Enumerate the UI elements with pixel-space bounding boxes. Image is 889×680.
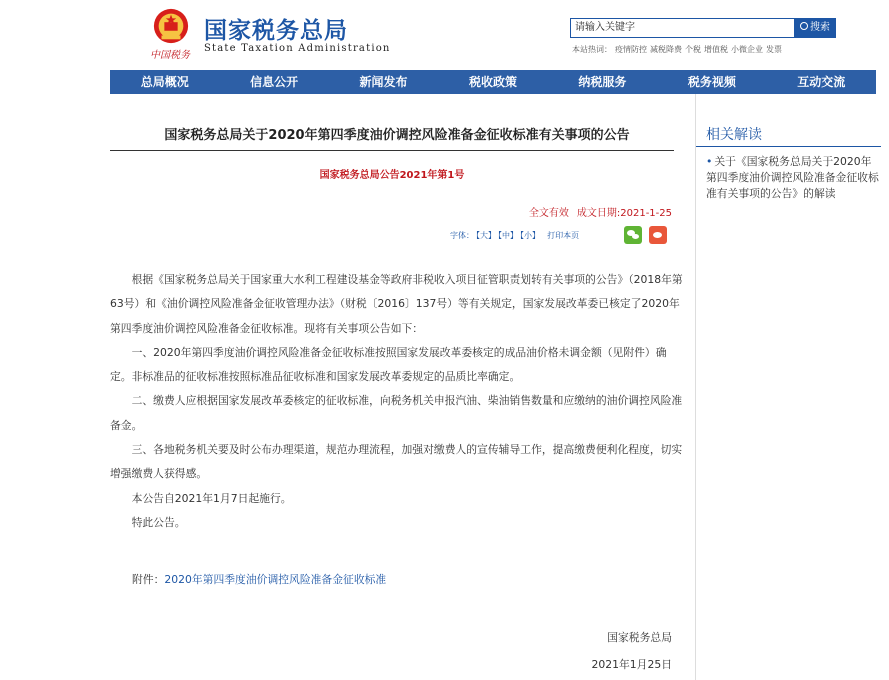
sidebar [695,94,889,680]
hot-word-link[interactable]: 减税降费 [650,45,682,54]
nav-item-tax-service[interactable]: 纳税服务 [578,75,627,89]
site-subtitle: State Taxation Administration [204,43,391,54]
font-small-button[interactable]: 【小】 [520,231,540,240]
bullet-icon: • [706,155,713,168]
hot-word-link[interactable]: 疫情防控 [615,45,647,54]
article-title: 国家税务总局关于2020年第四季度油价调控风险准备金征收标准有关事项的公告 [164,128,630,143]
hot-word-link[interactable]: 个税 [685,45,701,54]
sidebar-title: 相关解读 [706,127,762,143]
sidebar-divider [696,146,881,147]
hot-word-link[interactable]: 发票 [766,45,782,54]
article-paragraph: 根据《国家税务总局关于国家重大水利工程建设基金等政府非税收入项目征管职责划转有关事项的公告》（2018年第63号）和《油价调控风险准备金征收管理办法》（财税〔2016〕137号）等有关规定，国家发展改革委已核定了2020年第四季度油价调控风险准备金征收标准。现将有关事项公告如下： [110,273,683,335]
signature-block [592,624,672,678]
search-icon [800,22,808,30]
issue-date: 成文日期:2021-1-25 [576,208,672,219]
nav-item-interaction[interactable]: 互动交流 [797,75,846,89]
hot-word-link[interactable]: 小微企业 [731,45,763,54]
national-emblem-icon [152,7,190,45]
article-body [110,268,684,535]
article-paragraph: 一、2020年第四季度油价调控风险准备金征收标准按照国家发展改革委核定的成品油价格未调金额（见附件）确定。非标准品的征收标准按照标准品征收标准和国家发展改革委规定的品质比率确定。 [110,345,667,384]
nav-item-video[interactable]: 税务视频 [687,75,736,89]
site-header [0,0,889,70]
font-large-button[interactable]: 【大】 [476,231,496,240]
hot-words-label: 本站热词： [572,45,612,54]
sidebar-item[interactable] [706,154,881,202]
font-medium-button[interactable]: 【中】 [498,231,518,240]
article-paragraph: 特此公告。 [131,515,186,529]
nav-item-info-disclosure[interactable]: 信息公开 [250,75,299,89]
site-title[interactable]: 国家税务总局 [204,18,348,44]
nav-item-news[interactable]: 新闻发布 [359,75,408,89]
nav-item-overview[interactable]: 总局概况 [140,75,189,89]
print-button[interactable]: 打印本页 [547,231,580,240]
search-button-label: 搜索 [810,22,830,33]
attachment [132,572,386,587]
hot-words [572,44,785,55]
article-meta [529,204,672,219]
title-divider [110,150,674,151]
attachment-label: 附件： [132,573,165,586]
weibo-share-icon[interactable] [649,226,667,244]
wechat-share-icon[interactable] [624,226,642,244]
sign-date: 2021年1月25日 [591,658,672,671]
font-size-label: 字体： [450,231,474,240]
nav-item-tax-policy[interactable]: 税收政策 [468,75,517,89]
document-number: 国家税务总局公告2021年第1号 [319,170,465,181]
article-paragraph: 三、各地税务机关要及时公布办理渠道，规范办理流程，加强对缴费人的宣传辅导工作，提高缴费便利化程度，切实增强缴费人获得感。 [110,443,683,481]
search-button[interactable] [794,18,836,38]
article-paragraph: 二、缴费人应根据国家发展改革委核定的征收标准，向税务机关申报汽油、柴油销售数量和应缴纳的油价调控风险准备金。 [110,394,683,432]
hot-word-link[interactable]: 增值税 [704,45,728,54]
main-nav [110,70,876,94]
sidebar-item-label: 关于《国家税务总局关于2020年第四季度油价调控风险准备金征收标准有关事项的公告》的解读 [706,155,879,200]
article-tools [450,230,581,241]
signer: 国家税务总局 [607,631,672,644]
validity-badge: 全文有效 [528,208,569,219]
calligraphy-logo: 中国税务 [150,50,190,61]
article-paragraph: 本公告自2021年1月7日起施行。 [131,491,292,505]
article-container [110,94,684,680]
attachment-link[interactable]: 2020年第四季度油价调控风险准备金征收标准 [164,573,387,586]
search-input[interactable]: 请输入关键字 [570,18,798,38]
